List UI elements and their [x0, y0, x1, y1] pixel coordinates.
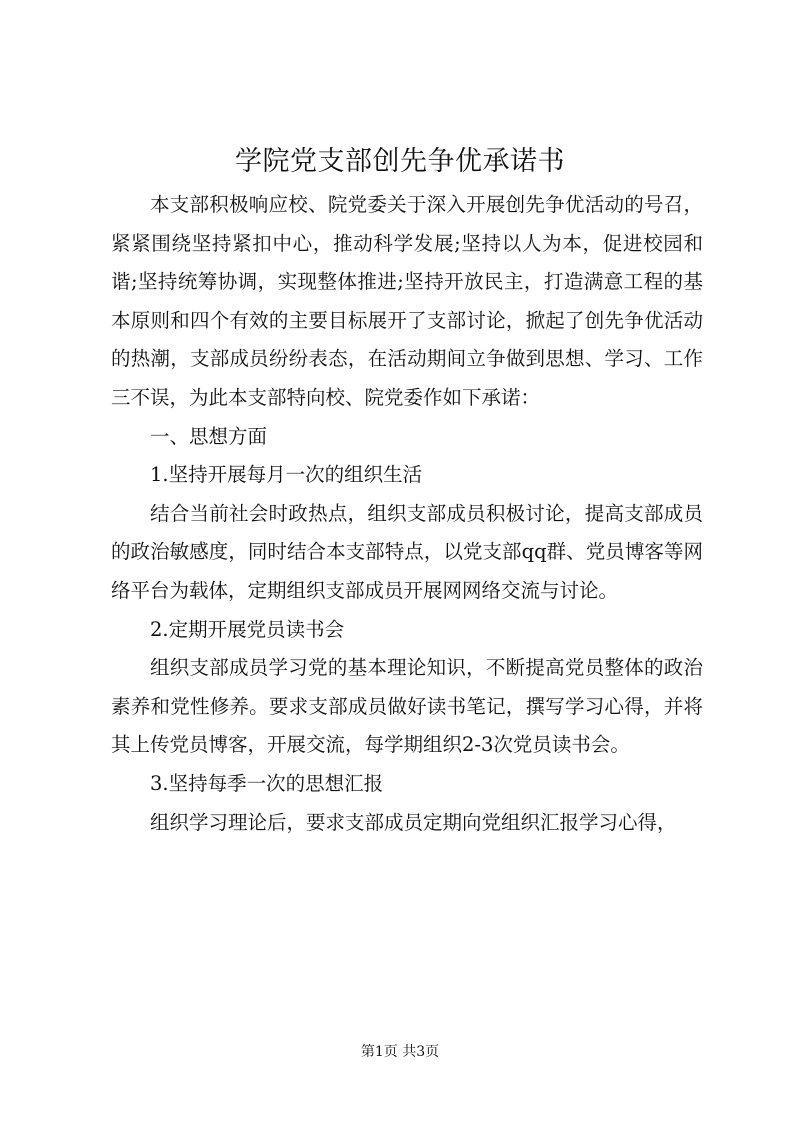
document-title: 学院党支部创先争优承诺书: [235, 146, 565, 177]
item-paragraph-2: 组织支部成员学习党的基本理论知识，不断提高党员整体的政治素养和党性修养。要求支部成员做好读书笔记，撰写学习心得，并将其上传党员博客，开展交流，每学期组织2-3次党员读书会。: [111, 656, 703, 757]
item-paragraph-1: 结合当前社会时政热点，组织支部成员积极讨论，提高支部成员的政治敏感度，同时结合本支部特点，以党支部qq群、党员博客等网络平台为载体，定期组织支部成员开展网网络交流与讨论。: [111, 501, 703, 602]
item-heading-2: 2.定期开展党员读书会: [150, 617, 345, 641]
item-heading-3: 3.坚持每季一次的思想汇报: [150, 771, 384, 795]
intro-paragraph: 本支部积极响应校、院党委关于深入开展创先争优活动的号召，紧紧围绕坚持紧扣中心，推动科学发展;坚持以人为本，促进校园和谐;坚持统筹协调，实现整体推进;坚持开放民主，打造满意工程的基本原则和四个有效的主要目标展开了支部讨论，掀起了创先争优活动的热潮，支部成员纷纷表态，在活动期间立争做到思想、学习、工作三不误，为此本支部特向校、院党委作如下承诺：: [111, 193, 703, 409]
item-paragraph-3: 组织学习理论后，要求支部成员定期向党组织汇报学习心得，: [150, 810, 677, 834]
page-number-footer: 第1页 共3页: [360, 1044, 440, 1060]
document-body: [111, 186, 703, 842]
item-heading-1: 1.坚持开展每月一次的组织生活: [150, 463, 423, 487]
section-heading-thought: 一、思想方面: [150, 424, 268, 448]
